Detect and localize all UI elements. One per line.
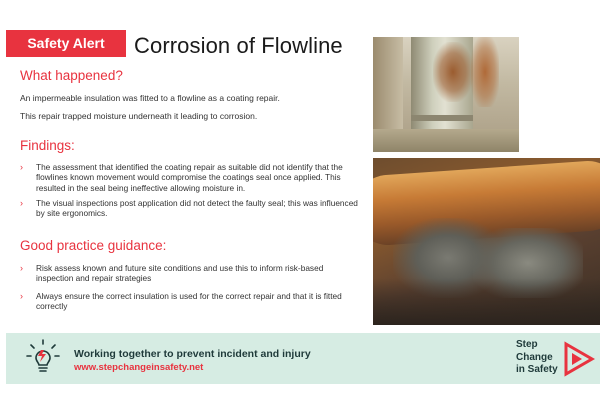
findings-bullet	[20, 162, 360, 193]
findings-bullet-text: The assessment that identified the coating repair as suitable did not identify that the flowlines known movement would compromise the coatings seal once applied. This resulted in the seal being ineffective allowing moisture in.	[36, 162, 343, 193]
page-title: Corrosion of Flowline	[134, 33, 343, 58]
brand-name-line: Step	[516, 339, 538, 350]
safety-alert-badge: Safety Alert	[6, 30, 126, 57]
findings-heading: Findings:	[20, 138, 75, 153]
step-change-logo	[562, 341, 596, 377]
findings-bullet-text: The visual inspections post application did not detect the faulty seal; this was influenced by site ergonomics.	[36, 198, 358, 219]
findings-bullet	[20, 198, 360, 219]
brand-name-line: Change	[516, 351, 553, 363]
corroded-pipe-photo	[373, 158, 600, 325]
bullet-chevron-icon: ›	[20, 291, 23, 301]
brand-name	[516, 339, 568, 377]
what-happened-paragraph: This repair trapped moisture underneath it leading to corrosion.	[20, 111, 258, 121]
bullet-chevron-icon: ›	[20, 162, 23, 172]
footer-banner	[6, 333, 600, 384]
lightbulb-icon	[26, 338, 60, 378]
footer-tagline: Working together to prevent incident and injury	[74, 348, 311, 360]
guidance-bullet	[20, 263, 360, 284]
bullet-chevron-icon: ›	[20, 263, 23, 273]
bullet-chevron-icon: ›	[20, 198, 23, 208]
what-happened-paragraph: An impermeable insulation was fitted to a flowline as a coating repair.	[20, 93, 280, 103]
guidance-heading: Good practice guidance:	[20, 238, 167, 253]
guidance-bullet-text: Risk assess known and future site conditions and use this to inform risk-based inspection and repair strategies	[36, 263, 324, 284]
what-happened-heading: What happened?	[20, 68, 123, 83]
footer-url-link[interactable]: www.stepchangeinsafety.net	[74, 362, 204, 373]
guidance-bullet	[20, 291, 360, 312]
insulated-pipe-photo	[373, 37, 519, 152]
guidance-bullet-text: Always ensure the correct insulation is used for the correct repair and that it is fitted correctly	[36, 291, 342, 312]
brand-name-line: in Safety	[516, 364, 558, 375]
